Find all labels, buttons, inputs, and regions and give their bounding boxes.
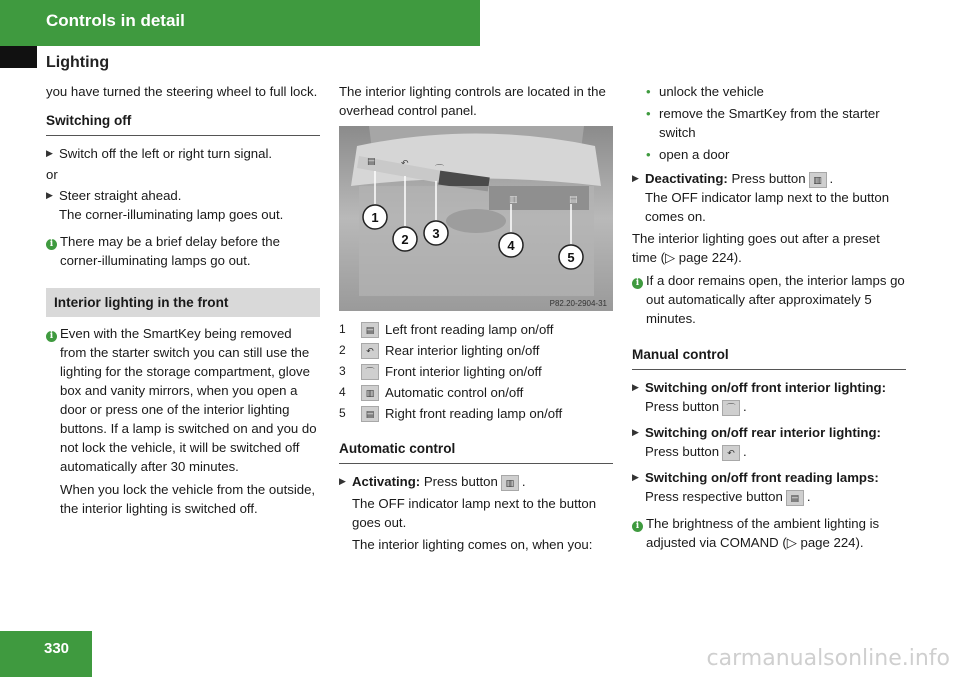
svg-text:▤: ▤ (367, 156, 376, 166)
section-tab (0, 46, 37, 68)
or-text: or (46, 167, 58, 182)
svg-text:↶: ↶ (401, 158, 409, 168)
bullet-item: • remove the SmartKey from the starter switch (646, 106, 880, 140)
arrow-icon: ▶ (339, 476, 346, 486)
svg-text:2: 2 (401, 232, 409, 247)
intro-text: you have turned the steering wheel to full lock. (46, 84, 318, 99)
arrow-icon: ▶ (632, 427, 639, 437)
bullet-item: • open a door (646, 147, 730, 162)
column-3 (632, 82, 906, 552)
svg-text:▥: ▥ (509, 194, 518, 204)
automatic-control-heading: Automatic control (339, 439, 613, 464)
column-2 (339, 82, 613, 554)
callout-5 (559, 245, 583, 269)
button-legend (339, 320, 613, 423)
step-item: ▶ Activating: Press button ▥ . The OFF indicator lamp next to the button goes out. The interior lighting comes on, when you: (339, 474, 597, 552)
step-item: ▶ Switching on/off front interior lighting: Press button ⌒ . (632, 380, 886, 414)
reading-lamp-icon: ▤ (361, 406, 379, 422)
auto-control-icon: ▥ (361, 385, 379, 401)
arrow-icon: ▶ (632, 472, 639, 482)
info-icon: i (632, 521, 643, 532)
section-title: Lighting (46, 54, 110, 71)
svg-text:5: 5 (567, 250, 575, 265)
callout-4 (499, 233, 523, 257)
arrow-icon: ▶ (632, 173, 639, 183)
callout-2 (393, 227, 417, 251)
svg-text:3: 3 (432, 226, 440, 241)
info-note: i Even with the SmartKey being removed from the starter switch you can still use the lighting for the storage compartment, glove box and vanity mirrors, when you open a door or press one of the interior lighting buttons. If a lamp is switched on and you do not lock the vehicle, it will be switched off automatically after 30 minutes. When you lock the vehicle from the outside, the interior lighting is switched off. (46, 324, 320, 518)
legend-item: 1 ▤ Left front reading lamp on/off (339, 322, 554, 337)
switching-off-heading: Switching off (46, 111, 320, 136)
info-icon: i (632, 278, 643, 289)
controls-intro: The interior lighting controls are located in the overhead control panel. (339, 84, 606, 118)
auto-control-icon: ▥ (501, 475, 519, 491)
bullet-item: • unlock the vehicle (646, 84, 764, 99)
rear-light-icon: ↶ (361, 343, 379, 359)
arrow-icon: ▶ (46, 148, 53, 158)
step-item: ▶ Switching on/off rear interior lighting: Press button ↶ . (632, 425, 881, 459)
step-item: ▶ Switch off the left or right turn signal. (46, 146, 273, 161)
preset-text: The interior lighting goes out after a preset time (▷ page 224). (632, 231, 880, 265)
photo-code: P82.20-2904-31 (549, 299, 607, 308)
manual-control-heading: Manual control (632, 345, 906, 370)
front-light-icon: ⌒ (722, 400, 740, 416)
auto-control-icon: ▥ (809, 172, 827, 188)
svg-text:▤: ▤ (569, 194, 578, 204)
chapter-title: Controls in detail (46, 11, 185, 30)
page-number: 330 (44, 640, 70, 657)
rear-light-icon: ↶ (722, 445, 740, 461)
svg-text:⌒: ⌒ (435, 164, 445, 174)
step-item: ▶ Steer straight ahead. The corner-illuminating lamp goes out. (46, 188, 284, 222)
svg-text:1: 1 (371, 210, 379, 225)
info-note: i There may be a brief delay before the corner-illuminating lamps go out. (46, 232, 320, 270)
callout-1 (363, 205, 387, 229)
legend-item: 4 ▥ Automatic control on/off (339, 385, 524, 400)
interior-front-heading: Interior lighting in the front (46, 288, 320, 317)
arrow-icon: ▶ (46, 190, 53, 200)
legend-item: 3 ⌒ Front interior lighting on/off (339, 364, 542, 379)
info-icon: i (46, 239, 57, 250)
overhead-control-panel-photo (339, 126, 613, 311)
svg-text:4: 4 (507, 238, 515, 253)
reading-lamp-icon: ▤ (786, 490, 804, 506)
arrow-icon: ▶ (632, 382, 639, 392)
reading-lamp-icon: ▤ (361, 322, 379, 338)
callout-3 (424, 221, 448, 245)
front-light-icon: ⌒ (361, 364, 379, 380)
legend-item: 2 ↶ Rear interior lighting on/off (339, 343, 540, 358)
step-item: ▶ Switching on/off front reading lamps: Press respective button ▤ . (632, 470, 879, 504)
info-icon: i (46, 331, 57, 342)
watermark: carmanualsonline.info (706, 646, 950, 671)
legend-item: 5 ▤ Right front reading lamp on/off (339, 406, 563, 421)
info-note: i If a door remains open, the interior lamps go out automatically after approximately 5 minutes. (632, 271, 906, 328)
column-1 (46, 82, 320, 518)
step-item: ▶ Deactivating: Press button ▥ . The OFF indicator lamp next to the button comes on. (632, 171, 890, 224)
info-note: i The brightness of the ambient lighting is adjusted via COMAND (▷ page 224). (632, 514, 906, 552)
